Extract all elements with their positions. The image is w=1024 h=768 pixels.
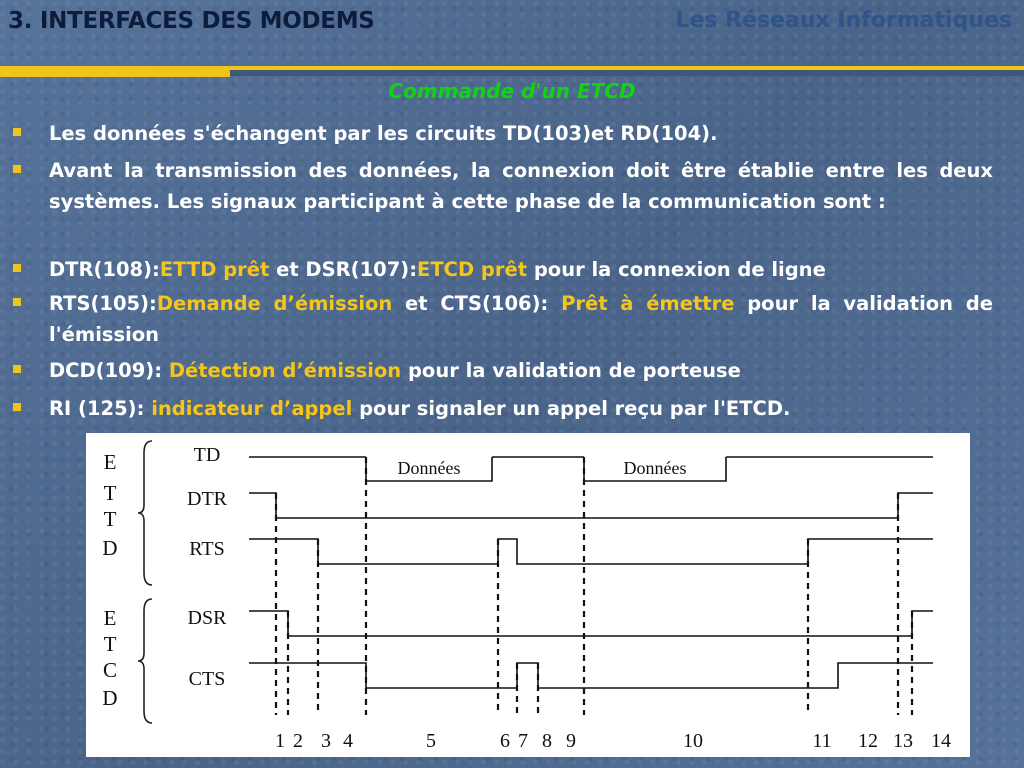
bullet-text: Avant la transmission des données, la connexion doit être établie entre les deux systèmes. Les signaux participant à cette phase de la communication sont :	[49, 159, 993, 213]
rts-wave	[249, 539, 933, 564]
group-label-letter: E	[103, 606, 117, 630]
bullet-text: RI (125):	[49, 397, 152, 420]
bullet-square-icon	[13, 365, 21, 373]
highlight-text: Prêt à émettre	[561, 292, 735, 315]
bullet-item	[49, 393, 993, 424]
highlight-text: ETCD prêt	[417, 258, 528, 281]
bullet-square-icon	[13, 403, 21, 411]
event-number: 14	[931, 730, 951, 752]
event-number: 13	[893, 730, 913, 752]
bullet-text: et CTS(106):	[392, 292, 562, 315]
group-brace	[138, 599, 152, 723]
td-data-label: Données	[623, 458, 687, 478]
bullet-text: pour signaler un appel reçu par l'ETCD.	[352, 397, 791, 420]
bullet-text: DTR(108):	[49, 258, 160, 281]
header-rule-tab	[0, 66, 230, 77]
event-number: 8	[542, 730, 552, 752]
event-number: 3	[321, 730, 331, 752]
bullet-text: RTS(105):	[49, 292, 157, 315]
cts-wave	[249, 663, 933, 688]
event-number: 5	[426, 730, 436, 752]
bullet-item	[49, 355, 993, 386]
bullet-item	[49, 288, 993, 350]
event-number: 6	[500, 730, 510, 752]
event-number: 11	[812, 730, 832, 752]
header-rule-shadow	[230, 70, 1024, 76]
course-title: Les Réseaux Informatiques	[675, 8, 1012, 33]
slide-header	[0, 0, 1024, 64]
bullet-square-icon	[13, 128, 21, 136]
event-number: 4	[343, 730, 353, 752]
group-label-letter: E	[103, 450, 117, 474]
bullet-text: DCD(109):	[49, 359, 169, 382]
signal-label-td: TD	[193, 444, 221, 466]
group-label-letter: D	[102, 536, 118, 560]
event-number: 12	[858, 730, 878, 752]
group-label-letter: T	[103, 632, 117, 656]
group-label-letter: C	[102, 658, 118, 682]
event-number: 10	[683, 730, 703, 752]
bullet-text: Les données s'échangent par les circuits TD(103)et RD(104).	[49, 122, 718, 145]
event-number: 7	[518, 730, 528, 752]
group-label-letter: T	[103, 481, 117, 505]
event-number: 9	[566, 730, 576, 752]
bullet-item	[49, 118, 993, 149]
highlight-text: Demande d’émission	[156, 292, 393, 315]
bullet-square-icon	[13, 264, 21, 272]
signal-label-dsr: DSR	[187, 607, 227, 629]
td-data-label: Données	[397, 458, 461, 478]
dsr-wave	[249, 611, 933, 636]
highlight-text: indicateur d’appel	[151, 397, 353, 420]
group-label-letter: D	[102, 686, 118, 710]
bullet-text: pour la validation de l'émission	[49, 292, 993, 346]
bullet-text: et DSR(107):	[269, 258, 418, 281]
highlight-text: Détection d’émission	[168, 359, 402, 382]
bullet-square-icon	[13, 165, 21, 173]
signal-label-rts: RTS	[189, 538, 225, 560]
highlight-text: ETTD prêt	[159, 258, 270, 281]
timing-diagram-svg	[86, 433, 970, 757]
group-label-letter: T	[103, 507, 117, 531]
bullet-text: pour la validation de porteuse	[401, 359, 741, 382]
event-number: 1	[275, 730, 285, 752]
signal-label-cts: CTS	[188, 668, 226, 690]
event-number: 2	[293, 730, 303, 752]
timing-diagram	[86, 433, 970, 757]
bullet-item	[49, 254, 993, 285]
bullet-text: pour la connexion de ligne	[527, 258, 826, 281]
section-subtitle: Commande d'un ETCD	[388, 79, 636, 103]
bullet-item	[49, 155, 993, 217]
dtr-wave	[249, 493, 933, 518]
slide-title: 3. INTERFACES DES MODEMS	[8, 8, 375, 34]
signal-label-dtr: DTR	[187, 488, 227, 510]
group-brace	[138, 441, 152, 585]
bullet-square-icon	[13, 298, 21, 306]
